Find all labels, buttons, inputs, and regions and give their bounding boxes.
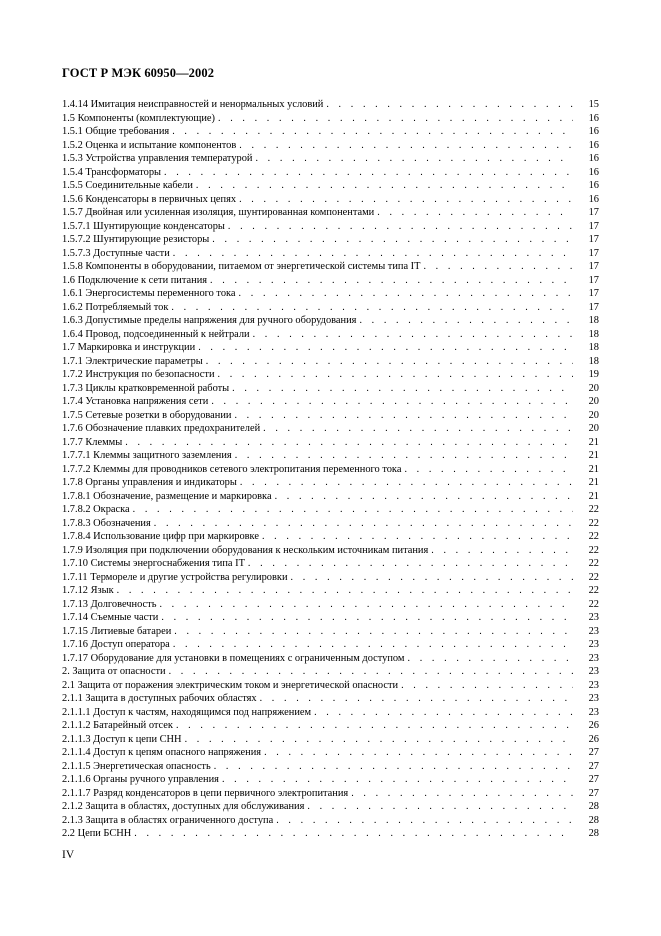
toc-leader-dots bbox=[161, 611, 573, 625]
toc-entry-title: 1.7.1 Электрические параметры bbox=[62, 355, 206, 369]
toc-leader-dots bbox=[401, 679, 573, 693]
toc-entry-page: 20 bbox=[588, 396, 599, 407]
toc-entry bbox=[62, 125, 599, 139]
toc-entry-page: 18 bbox=[588, 328, 599, 340]
toc-leader-dots bbox=[218, 112, 573, 126]
toc-entry bbox=[62, 625, 599, 639]
toc-leader-dots bbox=[196, 179, 573, 193]
toc-entry-title: 2.1.1.7 Разряд конденсаторов в цепи первичного электропитания bbox=[62, 787, 351, 801]
toc-entry bbox=[62, 449, 599, 463]
toc-entry-title: 1.7.7.2 Клеммы для проводников сетевого электропитания переменного тока bbox=[62, 463, 404, 477]
toc-entry bbox=[62, 544, 599, 558]
toc-entry-page: 17 bbox=[588, 220, 599, 232]
toc-entry-page: 21 bbox=[588, 490, 599, 502]
toc-entry-title: 1.7.8.4 Использование цифр при маркировке bbox=[62, 530, 262, 544]
toc-entry-page: 27 bbox=[588, 760, 599, 772]
toc-entry-title: 2.1.1 Защита в доступных рабочих областях bbox=[62, 692, 260, 706]
toc-entry bbox=[62, 409, 599, 423]
toc-leader-dots bbox=[264, 746, 573, 760]
toc-entry bbox=[62, 355, 599, 369]
toc-entry-title: 1.5.7.3 Доступные части bbox=[62, 247, 173, 261]
toc-entry bbox=[62, 341, 599, 355]
toc-leader-dots bbox=[211, 395, 573, 409]
toc-leader-dots bbox=[133, 503, 573, 517]
toc-entry bbox=[62, 476, 599, 490]
toc-leader-dots bbox=[239, 287, 573, 301]
toc-entry bbox=[62, 814, 599, 828]
toc-entry bbox=[62, 571, 599, 585]
toc-entry-title: 1.7.12 Язык bbox=[62, 584, 117, 598]
toc-entry-title: 1.5 Компоненты (комплектующие) bbox=[62, 112, 218, 126]
toc-entry bbox=[62, 220, 599, 234]
toc-entry-page: 28 bbox=[588, 828, 599, 839]
toc-leader-dots bbox=[125, 436, 573, 450]
toc-entry-page: 16 bbox=[588, 153, 599, 164]
toc-entry bbox=[62, 490, 599, 504]
toc-entry-page: 23 bbox=[588, 639, 599, 650]
toc-entry-page: 17 bbox=[588, 261, 599, 272]
toc-leader-dots bbox=[210, 274, 573, 288]
toc-entry bbox=[62, 139, 599, 153]
toc-leader-dots bbox=[275, 490, 573, 504]
toc-leader-dots bbox=[431, 544, 573, 558]
toc-entry-page: 15 bbox=[588, 99, 599, 110]
toc-entry-title: 2.1.1.2 Батарейный отсек bbox=[62, 719, 176, 733]
toc-entry-title: 1.5.7.2 Шунтирующие резисторы bbox=[62, 233, 212, 247]
toc-entry-page: 23 bbox=[588, 666, 599, 677]
toc-entry-page: 22 bbox=[588, 571, 599, 583]
toc-leader-dots bbox=[173, 638, 573, 652]
toc-leader-dots bbox=[117, 584, 573, 598]
table-of-contents bbox=[62, 98, 599, 841]
toc-entry bbox=[62, 436, 599, 450]
toc-entry-title: 1.5.1 Общие требования bbox=[62, 125, 172, 139]
toc-entry-title: 2.1 Защита от поражения электрическим током и энергетической опасности bbox=[62, 679, 401, 693]
toc-leader-dots bbox=[164, 166, 573, 180]
toc-entry bbox=[62, 112, 599, 126]
page-number: IV bbox=[62, 849, 75, 861]
toc-entry-page: 21 bbox=[588, 477, 599, 488]
toc-entry bbox=[62, 422, 599, 436]
toc-entry-page: 21 bbox=[588, 436, 599, 448]
document-header: ГОСТ Р МЭК 60950—2002 bbox=[62, 66, 215, 80]
toc-entry bbox=[62, 247, 599, 261]
toc-entry-page: 23 bbox=[588, 612, 599, 623]
toc-entry-title: 1.5.3 Устройства управления температурой bbox=[62, 152, 255, 166]
toc-leader-dots bbox=[228, 220, 573, 234]
toc-entry bbox=[62, 760, 599, 774]
toc-leader-dots bbox=[239, 193, 573, 207]
toc-entry bbox=[62, 665, 599, 679]
toc-entry-page: 26 bbox=[588, 720, 599, 731]
toc-leader-dots bbox=[185, 733, 573, 747]
toc-entry-title: 1.7.7.1 Клеммы защитного заземления bbox=[62, 449, 235, 463]
toc-entry-page: 23 bbox=[588, 706, 599, 718]
toc-entry-page: 27 bbox=[588, 787, 599, 799]
toc-entry bbox=[62, 557, 599, 571]
toc-entry-page: 17 bbox=[588, 207, 599, 218]
toc-leader-dots bbox=[206, 355, 573, 369]
toc-entry bbox=[62, 274, 599, 288]
toc-entry-title: 1.7.10 Системы энергоснабжения типа IT bbox=[62, 557, 248, 571]
toc-leader-dots bbox=[159, 598, 573, 612]
toc-entry bbox=[62, 787, 599, 801]
toc-entry-title: 1.7.2 Инструкция по безопасности bbox=[62, 368, 218, 382]
toc-leader-dots bbox=[239, 139, 573, 153]
toc-entry-title: 1.5.5 Соединительные кабели bbox=[62, 179, 196, 193]
toc-entry-title: 1.7.11 Термореле и другие устройства регулировки bbox=[62, 571, 291, 585]
toc-entry-title: 1.5.2 Оценка и испытание компонентов bbox=[62, 139, 239, 153]
toc-entry-title: 1.4.14 Имитация неисправностей и ненормальных условий bbox=[62, 98, 326, 112]
toc-entry-page: 18 bbox=[588, 342, 599, 353]
toc-leader-dots bbox=[260, 692, 573, 706]
toc-leader-dots bbox=[314, 706, 573, 720]
toc-entry bbox=[62, 206, 599, 220]
toc-entry bbox=[62, 598, 599, 612]
toc-leader-dots bbox=[359, 314, 573, 328]
toc-entry-title: 2. Защита от опасности bbox=[62, 665, 169, 679]
toc-entry bbox=[62, 746, 599, 760]
toc-leader-dots bbox=[176, 719, 573, 733]
toc-entry-page: 23 bbox=[588, 693, 599, 704]
toc-entry-title: 1.6.1 Энергосистемы переменного тока bbox=[62, 287, 239, 301]
toc-entry bbox=[62, 733, 599, 747]
toc-leader-dots bbox=[351, 787, 573, 801]
toc-leader-dots bbox=[248, 557, 573, 571]
toc-entry-title: 1.6.3 Допустимые пределы напряжения для ручного оборудования bbox=[62, 314, 359, 328]
toc-entry-title: 2.1.1.6 Органы ручного управления bbox=[62, 773, 222, 787]
toc-entry bbox=[62, 193, 599, 207]
toc-entry-title: 1.7.15 Литиевые батареи bbox=[62, 625, 174, 639]
toc-entry-page: 21 bbox=[588, 450, 599, 461]
toc-leader-dots bbox=[169, 665, 573, 679]
toc-entry-title: 2.1.1.1 Доступ к частям, находящимся под напряжением bbox=[62, 706, 314, 720]
toc-entry bbox=[62, 301, 599, 315]
toc-leader-dots bbox=[212, 233, 573, 247]
toc-leader-dots bbox=[234, 409, 573, 423]
toc-entry-page: 16 bbox=[588, 139, 599, 151]
toc-entry bbox=[62, 395, 599, 409]
toc-entry bbox=[62, 260, 599, 274]
toc-entry-title: 1.5.7.1 Шунтирующие конденсаторы bbox=[62, 220, 228, 234]
toc-leader-dots bbox=[222, 773, 573, 787]
toc-entry bbox=[62, 314, 599, 328]
toc-leader-dots bbox=[408, 652, 573, 666]
toc-entry bbox=[62, 692, 599, 706]
toc-entry-title: 1.7.7 Клеммы bbox=[62, 436, 125, 450]
toc-entry bbox=[62, 719, 599, 733]
toc-leader-dots bbox=[423, 260, 573, 274]
toc-entry-page: 28 bbox=[588, 801, 599, 812]
toc-entry bbox=[62, 179, 599, 193]
toc-leader-dots bbox=[276, 814, 573, 828]
toc-entry-title: 1.7.9 Изоляция при подключении оборудования к нескольким источникам питания bbox=[62, 544, 431, 558]
toc-leader-dots bbox=[218, 368, 573, 382]
toc-entry-title: 1.7.6 Обозначение плавких предохранителей bbox=[62, 422, 263, 436]
toc-entry-page: 22 bbox=[588, 517, 599, 529]
toc-entry bbox=[62, 679, 599, 693]
toc-leader-dots bbox=[198, 341, 573, 355]
toc-entry-title: 1.7.8 Органы управления и индикаторы bbox=[62, 476, 240, 490]
toc-leader-dots bbox=[253, 328, 573, 342]
toc-entry-title: 1.7.5 Сетевые розетки в оборудовании bbox=[62, 409, 234, 423]
toc-entry-page: 16 bbox=[588, 112, 599, 124]
toc-entry-title: 2.1.3 Защита в областях ограниченного доступа bbox=[62, 814, 276, 828]
toc-entry-title: 1.7.13 Долговечность bbox=[62, 598, 159, 612]
toc-entry-page: 18 bbox=[588, 315, 599, 326]
toc-entry-page: 23 bbox=[588, 652, 599, 664]
toc-entry bbox=[62, 233, 599, 247]
toc-leader-dots bbox=[291, 571, 573, 585]
toc-entry-title: 2.1.2 Защита в областях, доступных для обслуживания bbox=[62, 800, 307, 814]
toc-entry bbox=[62, 152, 599, 166]
toc-leader-dots bbox=[255, 152, 573, 166]
toc-entry-title: 2.2 Цепи БСНН bbox=[62, 827, 134, 841]
toc-entry-page: 22 bbox=[588, 531, 599, 542]
toc-entry-page: 22 bbox=[588, 585, 599, 596]
toc-entry-page: 28 bbox=[588, 814, 599, 826]
toc-entry-page: 20 bbox=[588, 382, 599, 394]
toc-entry bbox=[62, 800, 599, 814]
toc-entry bbox=[62, 706, 599, 720]
toc-entry bbox=[62, 517, 599, 531]
toc-entry bbox=[62, 382, 599, 396]
toc-entry-page: 16 bbox=[588, 193, 599, 205]
toc-entry-page: 17 bbox=[588, 301, 599, 313]
toc-entry-page: 27 bbox=[588, 774, 599, 785]
toc-entry-page: 21 bbox=[588, 463, 599, 475]
toc-leader-dots bbox=[134, 827, 573, 841]
toc-leader-dots bbox=[172, 125, 573, 139]
toc-entry-page: 27 bbox=[588, 747, 599, 758]
toc-entry-page: 22 bbox=[588, 558, 599, 569]
toc-entry bbox=[62, 287, 599, 301]
toc-entry-page: 23 bbox=[588, 625, 599, 637]
toc-leader-dots bbox=[240, 476, 573, 490]
toc-entry bbox=[62, 463, 599, 477]
toc-entry bbox=[62, 827, 599, 841]
toc-entry-title: 1.7 Маркировка и инструкции bbox=[62, 341, 198, 355]
toc-leader-dots bbox=[214, 760, 573, 774]
toc-entry-title: 1.5.4 Трансформаторы bbox=[62, 166, 164, 180]
toc-entry-title: 2.1.1.5 Энергетическая опасность bbox=[62, 760, 214, 774]
toc-entry-title: 1.7.8.1 Обозначение, размещение и маркировка bbox=[62, 490, 275, 504]
toc-entry-title: 1.5.8 Компоненты в оборудовании, питаемом от энергетической системы типа IT bbox=[62, 260, 423, 274]
toc-entry-title: 1.7.4 Установка напряжения сети bbox=[62, 395, 211, 409]
toc-entry-page: 26 bbox=[588, 733, 599, 745]
toc-entry-title: 1.7.8.2 Окраска bbox=[62, 503, 133, 517]
toc-leader-dots bbox=[326, 98, 573, 112]
toc-entry-title: 1.7.16 Доступ оператора bbox=[62, 638, 173, 652]
toc-leader-dots bbox=[404, 463, 573, 477]
toc-entry bbox=[62, 98, 599, 112]
toc-entry-page: 17 bbox=[588, 274, 599, 286]
toc-entry bbox=[62, 652, 599, 666]
toc-leader-dots bbox=[173, 247, 573, 261]
toc-entry-page: 18 bbox=[588, 355, 599, 367]
toc-entry-title: 1.5.6 Конденсаторы в первичных цепях bbox=[62, 193, 239, 207]
toc-leader-dots bbox=[263, 422, 573, 436]
toc-entry bbox=[62, 503, 599, 517]
toc-entry-page: 22 bbox=[588, 598, 599, 610]
toc-entry-title: 1.6.4 Провод, подсоединенный к нейтрали bbox=[62, 328, 253, 342]
toc-entry-page: 16 bbox=[588, 166, 599, 178]
toc-entry-page: 16 bbox=[588, 126, 599, 137]
toc-leader-dots bbox=[232, 382, 573, 396]
toc-entry-page: 19 bbox=[588, 369, 599, 380]
toc-entry bbox=[62, 328, 599, 342]
toc-entry-title: 1.7.14 Съемные части bbox=[62, 611, 161, 625]
toc-entry-title: 1.7.8.3 Обозначения bbox=[62, 517, 154, 531]
toc-entry-title: 1.5.7 Двойная или усиленная изоляция, шунтированная компонентами bbox=[62, 206, 377, 220]
toc-leader-dots bbox=[171, 301, 573, 315]
toc-entry-page: 16 bbox=[588, 180, 599, 191]
toc-entry bbox=[62, 611, 599, 625]
toc-entry-page: 22 bbox=[588, 504, 599, 515]
toc-leader-dots bbox=[377, 206, 573, 220]
toc-leader-dots bbox=[174, 625, 573, 639]
toc-entry-title: 2.1.1.4 Доступ к цепям опасного напряжения bbox=[62, 746, 264, 760]
toc-leader-dots bbox=[154, 517, 573, 531]
toc-entry bbox=[62, 368, 599, 382]
toc-entry-page: 17 bbox=[588, 247, 599, 259]
toc-entry-title: 1.6 Подключение к сети питания bbox=[62, 274, 210, 288]
toc-leader-dots bbox=[262, 530, 573, 544]
toc-entry bbox=[62, 166, 599, 180]
toc-entry-title: 1.7.17 Оборудование для установки в помещениях с ограниченным доступом bbox=[62, 652, 408, 666]
toc-entry-page: 17 bbox=[588, 288, 599, 299]
toc-leader-dots bbox=[235, 449, 573, 463]
toc-entry-page: 22 bbox=[588, 544, 599, 556]
toc-entry bbox=[62, 584, 599, 598]
toc-entry-title: 1.6.2 Потребляемый ток bbox=[62, 301, 171, 315]
toc-entry bbox=[62, 638, 599, 652]
toc-entry-page: 20 bbox=[588, 423, 599, 434]
toc-entry bbox=[62, 773, 599, 787]
toc-leader-dots bbox=[307, 800, 573, 814]
toc-entry-page: 17 bbox=[588, 234, 599, 245]
toc-entry-title: 2.1.1.3 Доступ к цепи СНН bbox=[62, 733, 185, 747]
toc-entry-page: 20 bbox=[588, 409, 599, 421]
toc-entry bbox=[62, 530, 599, 544]
toc-entry-title: 1.7.3 Циклы кратковременной работы bbox=[62, 382, 232, 396]
toc-entry-page: 23 bbox=[588, 679, 599, 691]
